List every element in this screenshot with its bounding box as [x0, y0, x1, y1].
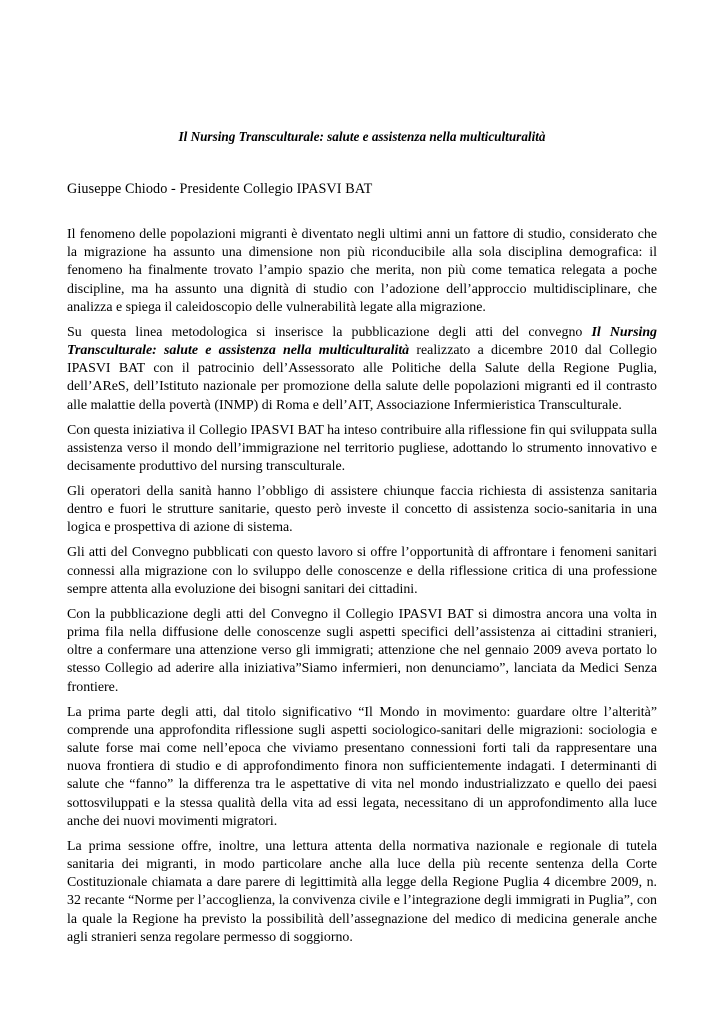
paragraph-2-after: realizzato a dicembre 2010 dal Collegio IPASVI BAT con il patrocinio dell’Assessorato alle Politiche della Salute della Regione Puglia, dell’AReS, dell’Istituto nazionale per promozione della salute delle popolazioni migranti ed il contrasto alle malattie della povertà (INMP) di Roma e dell’AIT, Associazione Infermieristica Transculturale.: [67, 343, 657, 413]
paragraph-6: Con la pubblicazione degli atti del Convegno il Collegio IPASVI BAT si dimostra ancora una volta in prima fila nella diffusione delle conoscenze sugli aspetti specifici dell’assistenza ai cittadini stranieri, oltre a confermare una attenzione verso gli immigrati; attenzione che nel gennaio 2009 aveva portato lo stesso Collegio ad aderire alla iniziativa”Siamo infermieri, non denunciamo”, lanciata da Medici Senza frontiere.: [67, 606, 657, 695]
paragraph-7: La prima parte degli atti, dal titolo significativo “Il Mondo in movimento: guardare oltre l’alterità” comprende una approfondita riflessione sugli aspetti sociologico-sanitari delle migrazioni: sociologia e salute forse mai come nell’epoca che viviamo presentano connessioni forti tali da rappresentare una nuova frontiera di studio e di approfondimento finora non sufficientemente indagati. I determinanti di salute che “fanno” la differenza tra le aspettative di vita nel mondo industrializzato e quello dei paesi sottosviluppati e la stessa qualità della vita ad essi legata, necessitano di un approfondimento alla luce anche dei nuovi movimenti migratori.: [67, 704, 657, 829]
paragraph-2: [67, 324, 657, 415]
author-line: Giuseppe Chiodo - Presidente Collegio IPASVI BAT: [67, 181, 373, 197]
document-page: [67, 128, 657, 954]
paragraph-5: Gli atti del Convegno pubblicati con questo lavoro si offre l’opportunità di affrontare i fenomeni sanitari connessi alla migrazione con lo sviluppo delle conoscenze e della riflessione critica di una professione sempre attenta alla evoluzione dei bisogni sanitari dei cittadini.: [67, 545, 657, 597]
paragraph-1: Il fenomeno delle popolazioni migranti è diventato negli ultimi anni un fattore di studio, considerato che la migrazione ha assunto una dimensione non più riconducibile alla sola disciplina demografica: il fenomeno ha finalmente trovato l’ampio spazio che merita, non più come tematica relegata a poche discipline, ma ha assunto una dignità di studio con l’adozione dell’approccio multidisciplinare, che analizza e spiega il caleidoscopio delle vulnerabilità legate alla migrazione.: [67, 227, 657, 315]
conference-title-emphasis: Il Nursing Transculturale: salute e assistenza nella multiculturalità: [67, 324, 658, 359]
paragraph-8: La prima sessione offre, inoltre, una lettura attenta della normativa nazionale e regionale di tutela sanitaria dei migranti, in modo particolare anche alla luce della più recente sentenza della Corte Costituzionale chiamata a dare parere di legittimità alla legge della Regione Puglia 4 dicembre 2009, n. 32 recante “Norme per l’accoglienza, la convivenza civile e l’integrazione degli immigrati in Puglia”, con la quale la Regione ha previsto la possibilità dell’assegnazione del medico di medicina generale anche agli stranieri senza regolare permesso di soggiorno.: [67, 838, 657, 945]
document-title: Il Nursing Transculturale: salute e assistenza nella multiculturalità: [178, 129, 546, 144]
paragraph-3: Con questa iniziativa il Collegio IPASVI BAT ha inteso contribuire alla riflessione fin qui sviluppata sulla assistenza verso il mondo dell’immigrazione nel territorio pugliese, adottando lo strumento innovativo e decisamente produttivo del nursing transculturale.: [67, 422, 657, 475]
paragraph-2-before: Su questa linea metodologica si inserisce la pubblicazione degli atti del convegno: [67, 324, 592, 340]
paragraph-4: Gli operatori della sanità hanno l’obbligo di assistere chiunque faccia richiesta di assistenza sanitaria dentro e fuori le strutture sanitarie, questo però investe il concetto di assistenza socio-sanitaria in una logica e prospettiva di azione di sistema.: [67, 484, 657, 536]
